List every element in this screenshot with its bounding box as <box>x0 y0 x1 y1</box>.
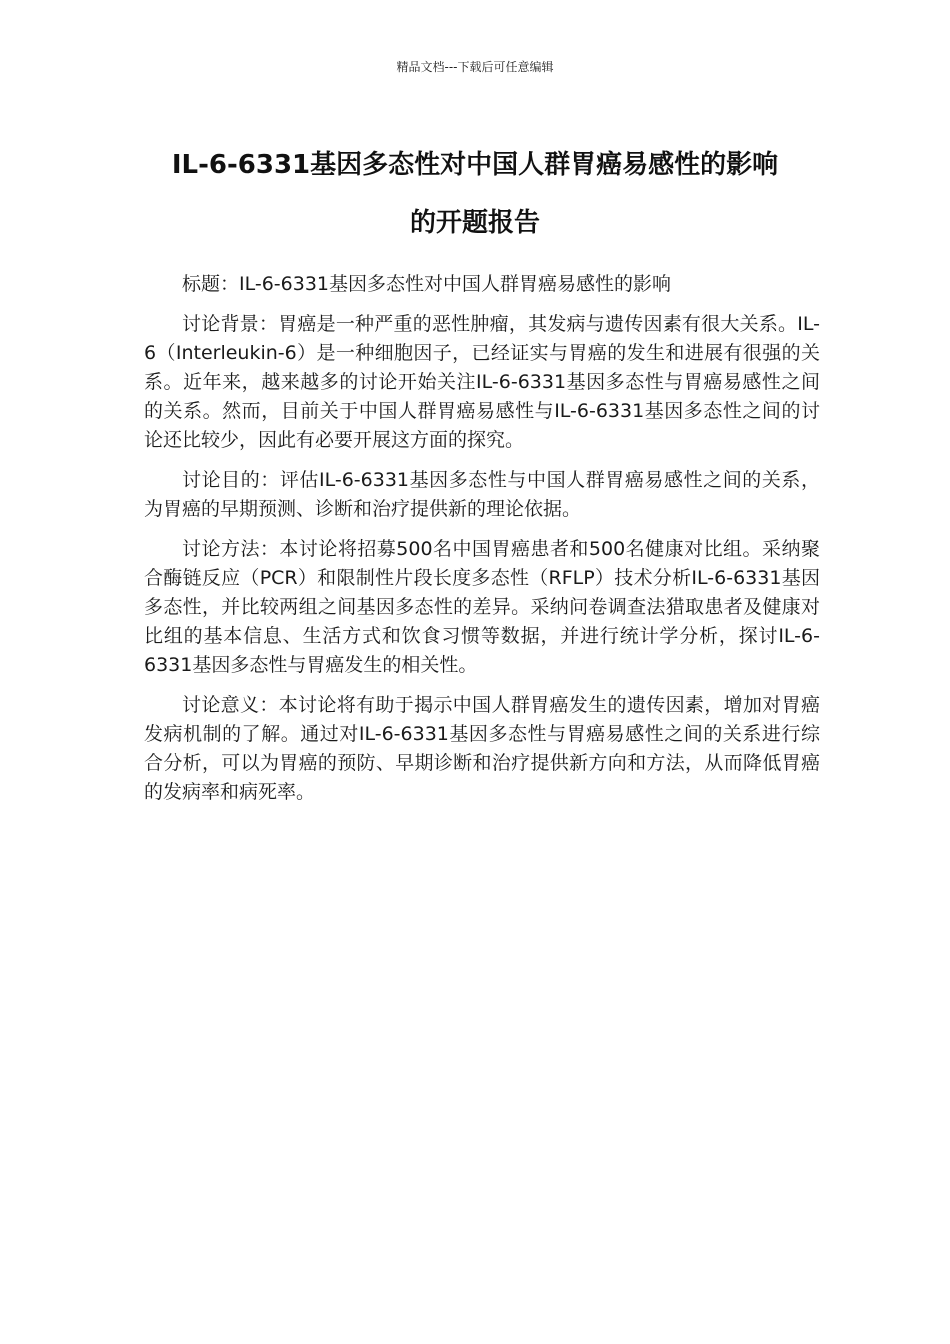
paragraph-background: 讨论背景：胃癌是一种严重的恶性肿瘤，其发病与遗传因素有很大关系。IL-6（Interleukin-6）是一种细胞因子，已经证实与胃癌的发生和进展有很强的关系。近年来，越来越多的讨论开始关注IL-6-6331基因多态性与胃癌易感性之间的关系。然而，目前关于中国人群胃癌易感性与IL-6-6331基因多态性之间的讨论还比较少，因此有必要开展这方面的探究。 <box>144 313 820 451</box>
title-line-2: 的开题报告 <box>409 208 540 238</box>
document-body <box>144 270 820 818</box>
paragraph-title: 标题：IL-6-6331基因多态性对中国人群胃癌易感性的影响 <box>182 273 672 295</box>
title-line-1: IL-6-6331基因多态性对中国人群胃癌易感性的影响 <box>171 150 779 180</box>
header-note: 精品文档---下载后可任意编辑 <box>396 60 554 74</box>
document-title <box>120 136 830 252</box>
paragraph-significance: 讨论意义：本讨论将有助于揭示中国人群胃癌发生的遗传因素，增加对胃癌发病机制的了解。通过对IL-6-6331基因多态性与胃癌易感性之间的关系进行综合分析，可以为胃癌的预防、早期诊断和治疗提供新方向和方法，从而降低胃癌的发病率和病死率。 <box>144 694 820 803</box>
paragraph-purpose: 讨论目的：评估IL-6-6331基因多态性与中国人群胃癌易感性之间的关系，为胃癌的早期预测、诊断和治疗提供新的理论依据。 <box>144 469 820 520</box>
paragraph-method: 讨论方法：本讨论将招募500名中国胃癌患者和500名健康对比组。采纳聚合酶链反应（PCR）和限制性片段长度多态性（RFLP）技术分析IL-6-6331基因多态性，并比较两组之间基因多态性的差异。采纳问卷调查法猎取患者及健康对比组的基本信息、生活方式和饮食习惯等数据，并进行统计学分析，探讨IL-6-6331基因多态性与胃癌发生的相关性。 <box>144 538 820 676</box>
